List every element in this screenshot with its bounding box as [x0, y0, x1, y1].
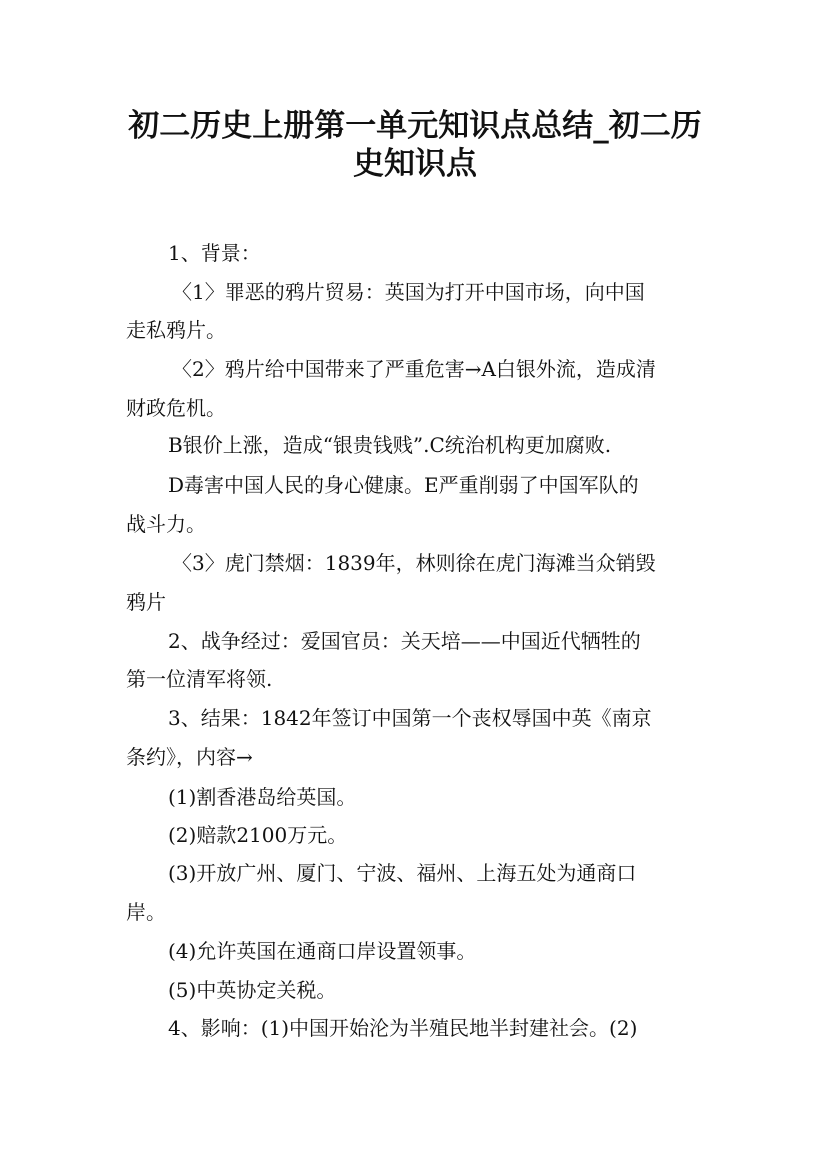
- paragraph-line: 〈1〉罪恶的鸦片贸易：英国为打开中国市场，向中国: [172, 280, 645, 304]
- list-item: (4)允许英国在通商口岸设置领事。: [168, 939, 477, 963]
- list-item: (5)中英协定关税。: [168, 978, 337, 1002]
- paragraph-line: 第一位清军将领.: [126, 667, 273, 691]
- paragraph-line: 条约》，内容→: [126, 745, 253, 769]
- paragraph-line: 鸦片: [126, 590, 166, 614]
- list-item: (1)割香港岛给英国。: [168, 785, 357, 809]
- paragraph-line: 〈3〉虎门禁烟：1839年，林则徐在虎门海滩当众销毁: [172, 551, 656, 575]
- section-heading-result: 3、结果：1842年签订中国第一个丧权辱国中英《南京: [168, 706, 652, 730]
- document-title-line-2: 史知识点: [353, 146, 477, 182]
- section-heading-background: 1、背景：: [168, 241, 261, 265]
- paragraph-line: 走私鸦片。: [126, 318, 226, 342]
- section-heading-war-process: 2、战争经过：爱国官员：关天培——中国近代牺牲的: [168, 629, 641, 653]
- paragraph-line: B银价上涨，造成“银贵钱贱”.C统治机构更加腐败.: [168, 433, 612, 457]
- paragraph-line: D毒害中国人民的身心健康。E严重削弱了中国军队的: [168, 473, 639, 497]
- section-heading-impact: 4、影响：(1)中国开始沦为半殖民地半封建社会。(2): [168, 1016, 638, 1040]
- paragraph-line: 岸。: [126, 900, 166, 924]
- document-title-line-1: 初二历史上册第一单元知识点总结_初二历: [128, 108, 702, 144]
- list-item: (3)开放广州、厦门、宁波、福州、上海五处为通商口: [168, 861, 637, 885]
- list-item: (2)赔款2100万元。: [168, 823, 348, 847]
- paragraph-line: 〈2〉鸦片给中国带来了严重危害→A白银外流，造成清: [172, 357, 656, 381]
- paragraph-line: 战斗力。: [126, 512, 206, 536]
- paragraph-line: 财政危机。: [126, 396, 226, 420]
